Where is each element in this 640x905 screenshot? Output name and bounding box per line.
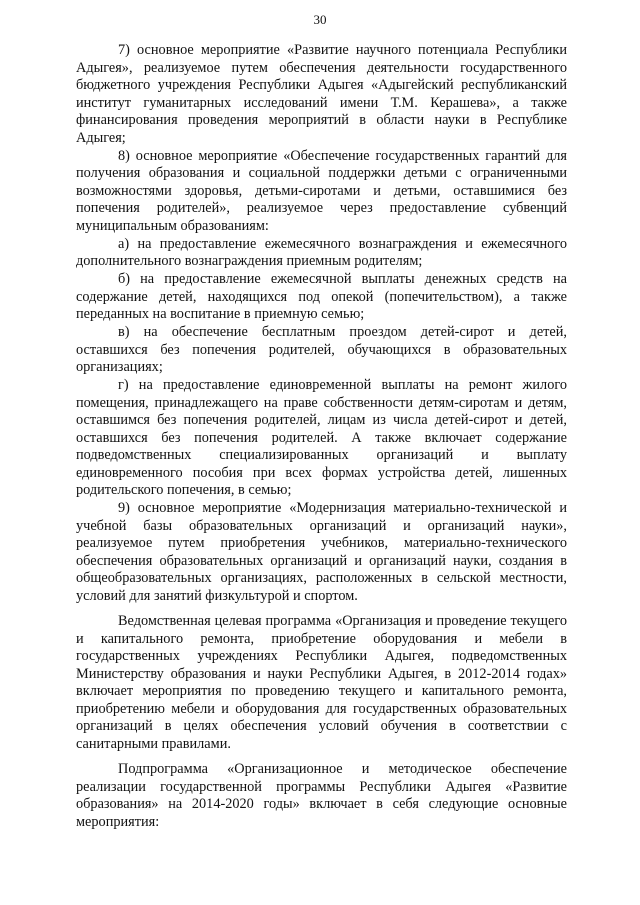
paragraph-item-8: 8) основное мероприятие «Обеспечение государственных гарантий для получения образования и социальной поддержки детьми с ограниченными возможностями здоровья, детьми-сиротами и детьми, оставшимися без попечения родителей», реализуемое через предоставление субвенций муниципальным образованиям:	[76, 147, 567, 234]
paragraph-subitem-g: г) на предоставление единовременной выплаты на ремонт жилого помещения, принадлежащего на праве собственности детям-сиротам и детям, оставшимся без попечения родителей, лицам из числа детей-сирот и детей, оставшихся без попечения родителей. А также включает содержание подведомственных специализированных организаций и выплату единовременного пособия при всех формах устройства детей, лишенных родительского попечения, в семью;	[76, 377, 567, 498]
page-number: 30	[313, 12, 327, 27]
paragraph-subitem-v: в) на обеспечение бесплатным проездом детей-сирот и детей, оставшихся без попечения родителей, обучающихся в образовательных организациях;	[76, 324, 567, 375]
paragraph-subitem-a: а) на предоставление ежемесячного вознаграждения и ежемесячного дополнительного вознаграждения приемным родителям;	[76, 235, 567, 269]
paragraph-subitem-b: б) на предоставление ежемесячной выплаты денежных средств на содержание детей, находящихся под опекой (попечительством), а также переданных на воспитание в приемную семью;	[76, 271, 567, 322]
document-body	[76, 42, 567, 831]
paragraph-subprogram: Подпрограмма «Организационное и методическое обеспечение реализации государственной программы Республики Адыгея «Развитие образования» на 2014-2020 годы» включает в себя следующие основные мероприятия:	[76, 761, 567, 830]
paragraph-item-7: 7) основное мероприятие «Развитие научного потенциала Республики Адыгея», реализуемое путем обеспечения деятельности государственного бюджетного учреждения Республики Адыгея «Адыгейский республиканский институт гуманитарных исследований имени Т.М. Керашева», а также финансирования проведения мероприятий в области науки в Республике Адыгея;	[76, 42, 567, 146]
paragraph-departmental-program: Ведомственная целевая программа «Организация и проведение текущего и капитального ремонта, приобретение оборудования и мебели в государственных учреждениях Республики Адыгея, подведомственных Министерству образования и науки Республики Адыгея, в 2012-2014 годах» включает мероприятия по проведению текущего и капитального ремонта, приобретению мебели и оборудования для государственных образовательных организаций в целях обеспечения условий обучения в соответствии с санитарными правилами.	[76, 613, 567, 752]
paragraph-item-9: 9) основное мероприятие «Модернизация материально-технической и учебной базы образовательных организаций и организаций науки», реализуемое путем приобретения учебников, материально-технического обеспечения образовательных организаций и организаций науки, создания в общеобразовательных организациях, расположенных в сельской местности, условий для занятий физкультурой и спортом.	[76, 500, 567, 604]
